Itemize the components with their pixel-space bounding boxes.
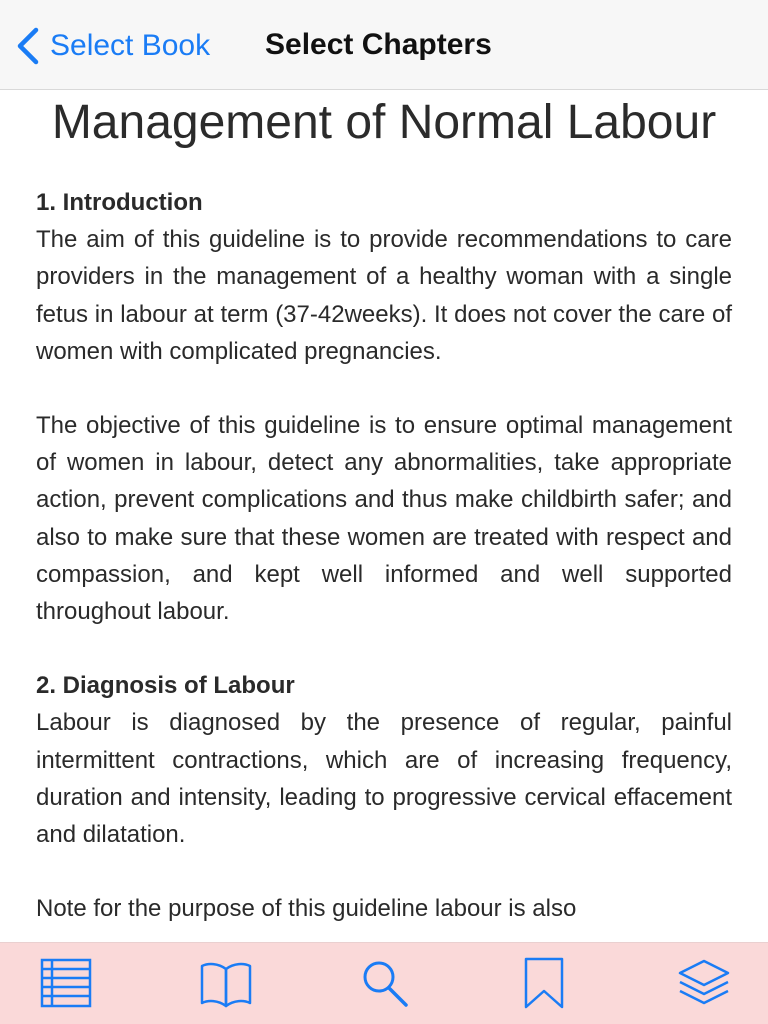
paragraph: The aim of this guideline is to provide recommendations to care providers in the management of a healthy woman with a single fetus in labour at term (37-42weeks). It does not cover the care of women with complicated pregnancies. — [36, 226, 732, 365]
bookmark-icon — [516, 955, 572, 1011]
document-title: Management of Normal Labour — [51, 96, 717, 149]
search-icon — [356, 955, 412, 1011]
tab-bar — [0, 942, 768, 1024]
tab-bookmarks[interactable] — [516, 955, 572, 1011]
section-heading: 1. Introduction — [36, 189, 203, 216]
layers-icon — [676, 955, 732, 1011]
document-body — [36, 184, 732, 927]
back-button[interactable] — [14, 22, 210, 70]
paragraph: Labour is diagnosed by the presence of regular, painful intermittent contractions, which are of increasing frequency, duration and intensity, leading to progressive cervical effacement and dilatation. — [36, 709, 732, 849]
paragraph: Note for the purpose of this guideline labour is also — [36, 895, 577, 923]
list-icon — [38, 955, 94, 1011]
paragraph: The objective of this guideline is to ensure optimal management of women in labour, detect any abnormalities, take appropriate action, prevent complications and thus make childbirth safer; and also to make sure that these women are treated with respect and compassion, and kept well informed and well supported throughout labour. — [36, 412, 732, 626]
back-button-label: Select Book — [50, 29, 211, 62]
chevron-left-icon — [14, 26, 42, 66]
tab-search[interactable] — [356, 955, 412, 1011]
navigation-bar — [0, 0, 768, 90]
nav-title: Select Chapters — [265, 28, 492, 61]
book-icon — [198, 955, 254, 1011]
tab-layers[interactable] — [676, 955, 732, 1011]
document-view[interactable] — [0, 90, 768, 942]
tab-contents[interactable] — [38, 955, 94, 1011]
section-heading: 2. Diagnosis of Labour — [36, 672, 295, 700]
tab-book[interactable] — [198, 955, 254, 1011]
